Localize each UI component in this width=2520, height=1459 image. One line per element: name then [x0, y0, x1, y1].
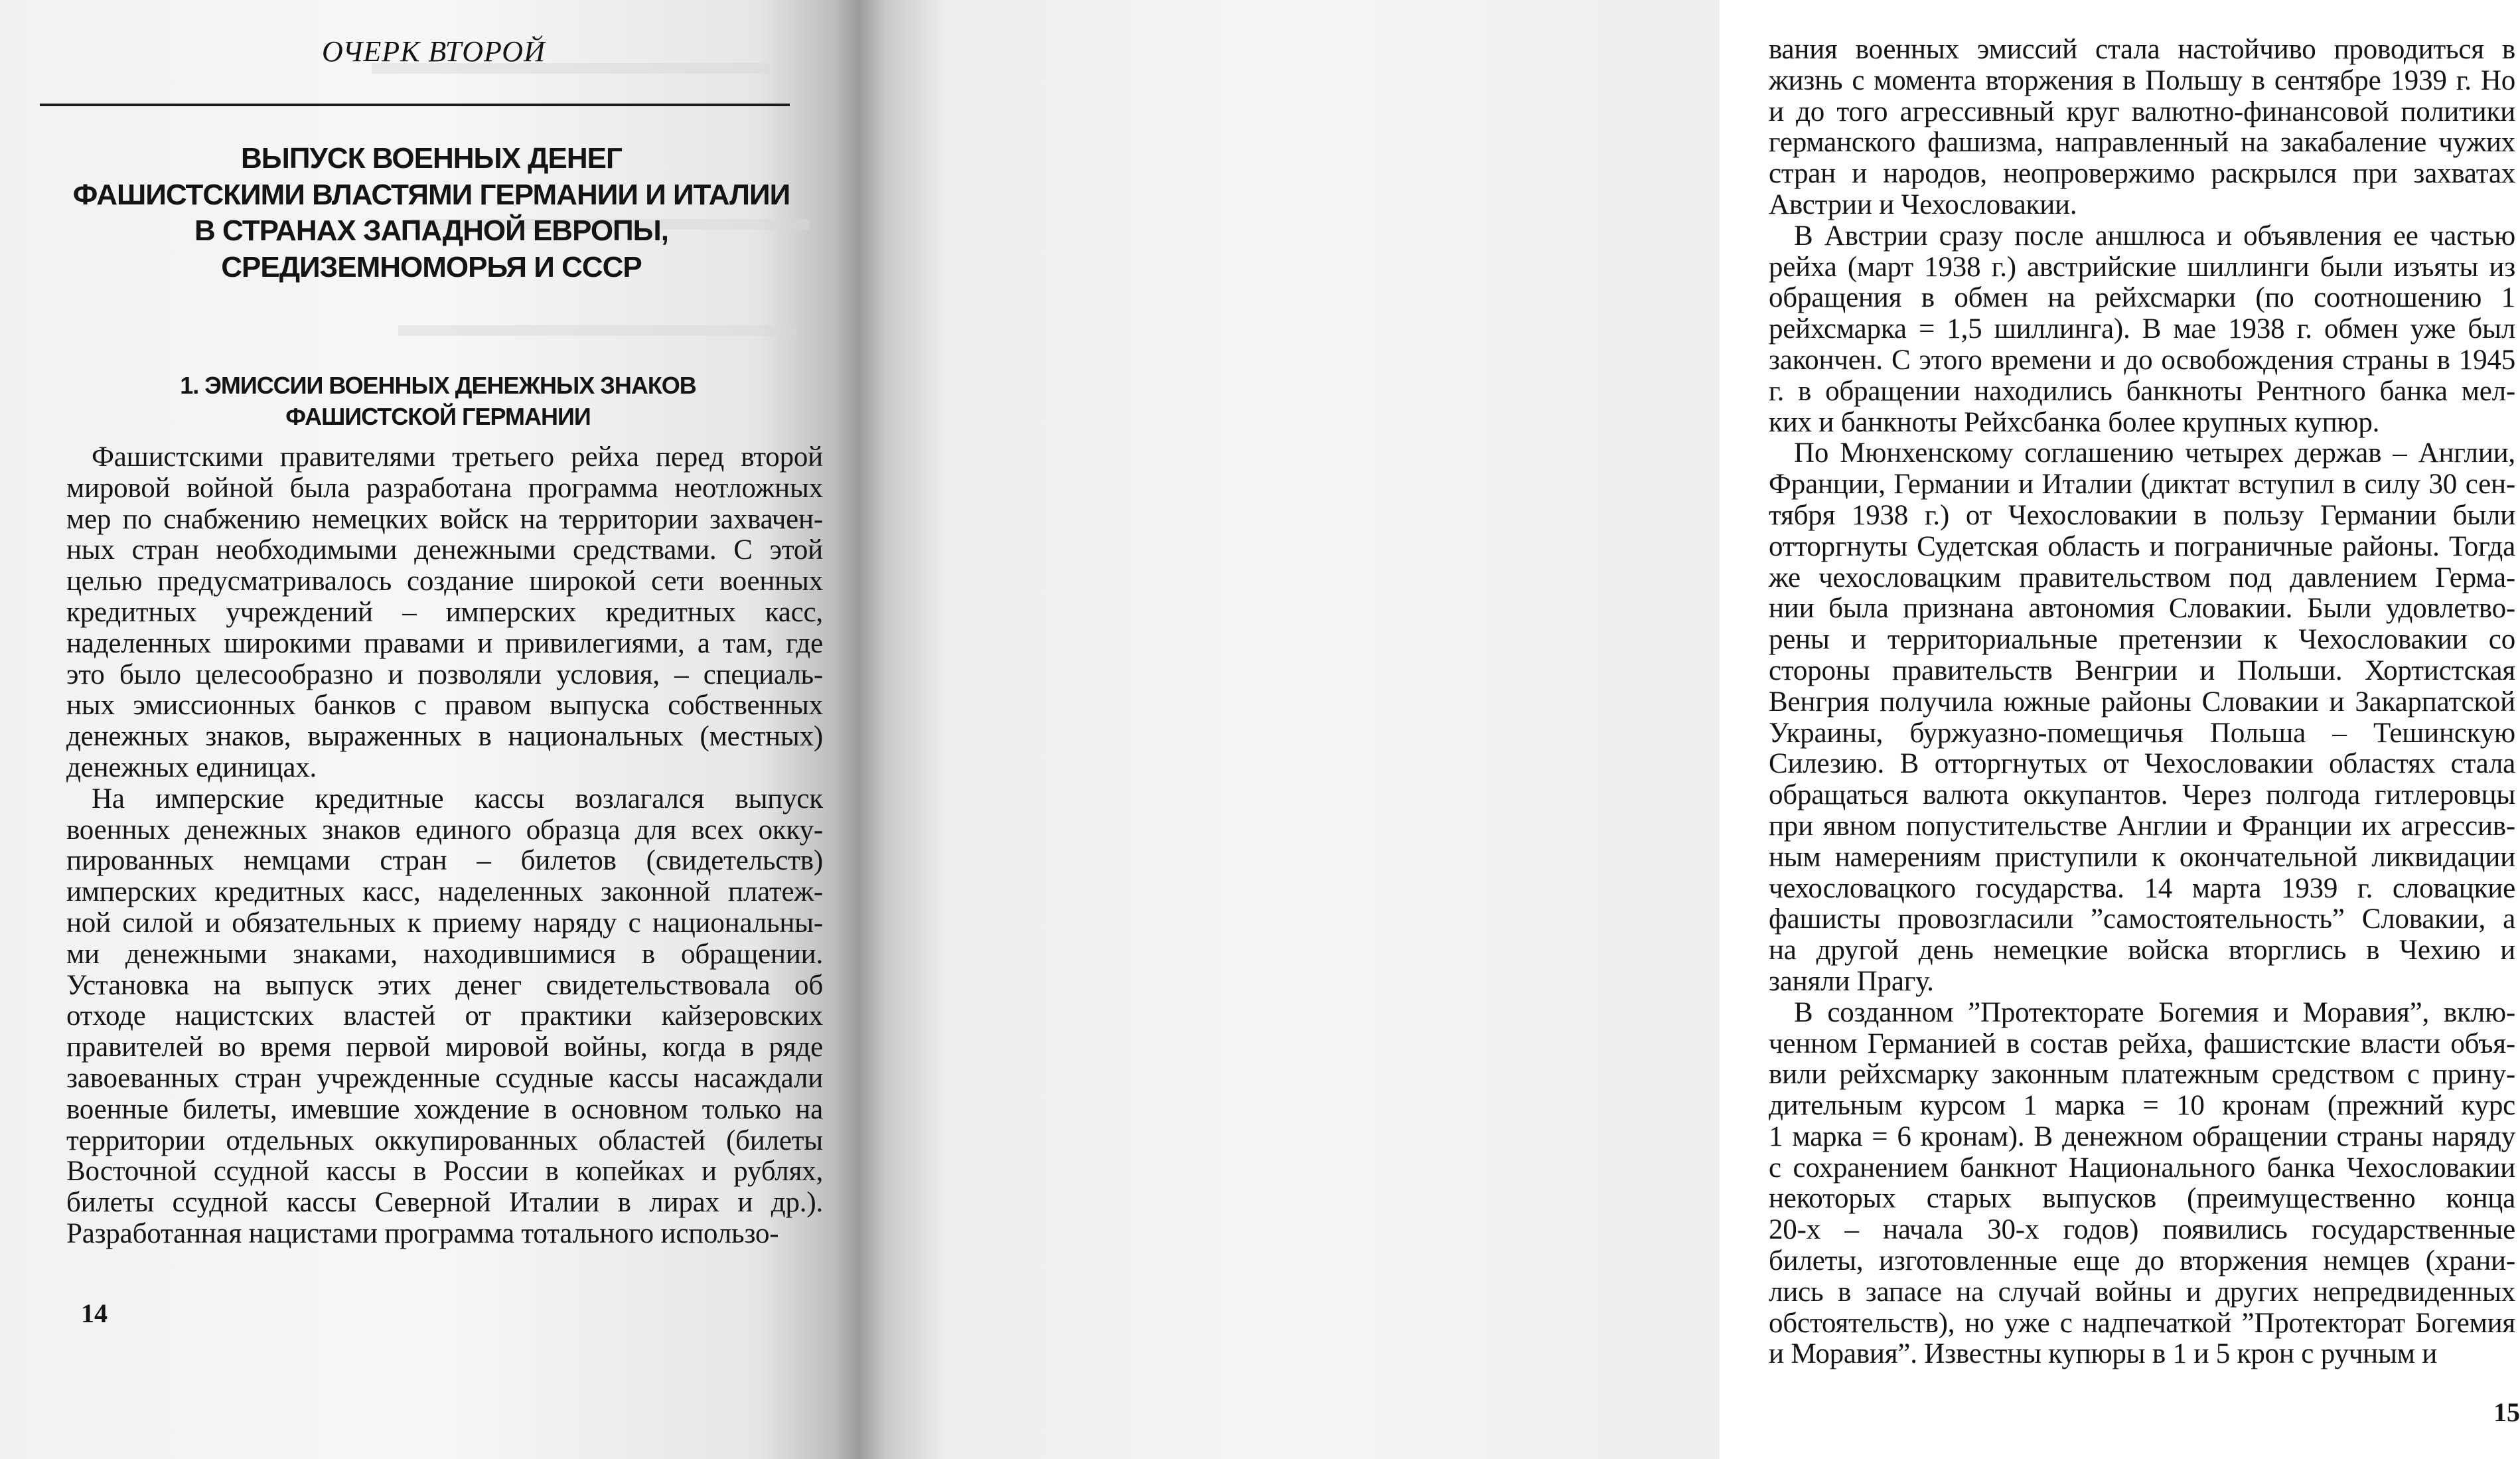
chapter-title-line: ФАШИСТСКИМИ ВЛАСТЯМИ ГЕРМАНИИ И ИТАЛИИ	[72, 178, 790, 211]
chapter-title	[66, 141, 796, 285]
text-line: На имперские кредитные кассы возлагался выпуск	[92, 783, 823, 814]
text-line: В созданном ”Протекторате Богемия и Моравия”, вклю-	[1794, 996, 2515, 1028]
text-line: г. в обращении находились банкноты Рентного банка мел-	[1769, 375, 2515, 407]
text-line: лись в запасе на случай войны и других непредвиденных	[1769, 1276, 2515, 1308]
text-line: обращения в обмен на рейхсмарки (по соотношению 1	[1769, 282, 2515, 314]
text-line: закончен. С этого времени и до освобождения страны в 1945	[1769, 344, 2515, 376]
text-line: с сохранением банкнот Национального банка Чехословакии	[1769, 1152, 2515, 1184]
text-line: По Мюнхенскому соглашению четырех держав – Англии,	[1794, 437, 2515, 469]
text-line: рейхсмарка = 1,5 шиллинга). В мае 1938 г. обмен уже был	[1769, 313, 2515, 345]
text-line: ным намерениям приступили к окончательной ликвидации	[1769, 841, 2515, 873]
text-line: вания военных эмиссий стала настойчиво проводиться в	[1769, 34, 2515, 65]
text-line: билеты, изготовленные еще до вторжения немцев (храни-	[1769, 1245, 2515, 1277]
text-line: же чехословацким правительством под давлением Герма-	[1769, 562, 2515, 593]
text-line: вили рейхсмарку законным платежным средством с прину-	[1769, 1059, 2515, 1091]
section-title-line: 1. ЭМИССИИ ВОЕННЫХ ДЕНЕЖНЫХ ЗНАКОВ	[180, 372, 696, 399]
show-through	[398, 325, 796, 336]
text-line: чехословацкого государства. 14 марта 1939 г. словацкие	[1769, 872, 2515, 904]
text-line: Восточной ссудной кассы в России в копейках и рублях,	[66, 1156, 823, 1188]
text-line: рены и территориальные претензии к Чехословакии со	[1769, 624, 2515, 656]
left-body-text	[66, 442, 823, 1250]
text-line: мер по снабжению немецких войск на территории захвачен-	[66, 503, 823, 535]
text-line: заняли Прагу.	[1769, 965, 1934, 997]
chapter-title-line: СРЕДИЗЕМНОМОРЬЯ И СССР	[221, 250, 642, 283]
text-line: территории отдельных оккупированных областей (билеты	[66, 1124, 823, 1156]
text-line: Австрии и Чехословакии.	[1769, 189, 2077, 220]
section-title-line: ФАШИСТСКОЙ ГЕРМАНИИ	[285, 402, 591, 430]
text-line: завоеванных стран учрежденные ссудные кассы насаждали	[66, 1062, 823, 1094]
text-line: тября 1938 г.) от Чехословакии в пользу Германии были	[1769, 499, 2515, 531]
text-line: ких и банкноты Рейхсбанка более крупных купюр.	[1769, 406, 2380, 438]
text-line: обстоятельств), но уже с надпечаткой ”Протекторат Богемия	[1769, 1307, 2515, 1339]
text-line: Установка на выпуск этих денег свидетельствовала об	[66, 969, 823, 1001]
text-line: отходе нацистских властей от практики кайзеровских	[66, 1000, 823, 1032]
text-line: на другой день немецкие войска вторглись в Чехию и	[1769, 935, 2515, 966]
page-number: 15	[2493, 1397, 2520, 1427]
text-line: отторгнуты Судетская область и пограничные районы. Тогда	[1769, 530, 2515, 562]
text-line: билеты ссудной кассы Северной Италии в лирах и др.).	[66, 1187, 823, 1219]
section-title	[106, 370, 770, 433]
text-line: военных денежных знаков единого образца для всех окку-	[66, 814, 823, 846]
text-line: Разработанная нацистами программа тотального использо-	[66, 1217, 779, 1249]
text-line: Украины, буржуазно-помещичья Польша – Тешинскую	[1769, 717, 2515, 749]
text-line: некоторых старых выпусков (преимущественно конца	[1769, 1183, 2515, 1215]
text-line: военные билеты, имевшие хождение в основном только на	[66, 1093, 823, 1125]
text-line: это было целесообразно и позволяли условия, – специаль-	[66, 658, 823, 690]
text-line: Фашистскими правителями третьего рейха перед второй	[92, 441, 823, 473]
text-line: и до того агрессивный круг валютно-финансовой политики	[1769, 96, 2515, 127]
text-line: рейха (март 1938 г.) австрийские шиллинги были изъяты из	[1769, 251, 2515, 283]
left-page	[0, 0, 859, 1459]
page-number: 14	[81, 1298, 108, 1328]
text-line: нии была признана автономия Словакии. Были удовлетво-	[1769, 593, 2515, 625]
text-line: наделенных широкими правами и привилегиями, а там, где	[66, 627, 823, 659]
text-line: при явном попустительстве Англии и Франции их агрессив-	[1769, 810, 2515, 842]
text-line: имперских кредитных касс, наделенных законной платеж-	[66, 876, 823, 908]
text-line: Франции, Германии и Италии (диктат вступил в силу 30 сен-	[1769, 469, 2515, 500]
text-line: обращаться валюта оккупантов. Через полгода гитлеровцы	[1769, 779, 2515, 811]
right-body-text	[1769, 35, 2515, 1370]
text-line: пированных немцами стран – билетов (свидетельств)	[66, 845, 823, 877]
text-line: Венгрия получила южные районы Словакии и Закарпатской	[1769, 686, 2515, 718]
text-line: стороны правительств Венгрии и Польши. Хортистская	[1769, 654, 2515, 686]
text-line: ных эмиссионных банков с правом выпуска собственных	[66, 690, 823, 722]
text-line: фашисты провозгласили ”самостоятельность” Словакии, а	[1769, 903, 2515, 935]
text-line: ми денежными знаками, находившимися в обращении.	[66, 938, 823, 970]
text-line: германского фашизма, направленный на закабаление чужих	[1769, 127, 2515, 159]
text-line: ченном Германией в состав рейха, фашистские власти объя-	[1769, 1028, 2515, 1059]
header-rule	[40, 104, 790, 106]
text-line: дительным курсом 1 марка = 10 кронам (прежний курс	[1769, 1090, 2515, 1122]
chapter-title-line: ВЫПУСК ВОЕННЫХ ДЕНЕГ	[241, 142, 622, 175]
text-line: 1 марка = 6 кронам). В денежном обращении страны наряду	[1769, 1120, 2515, 1152]
text-line: Силезию. В отторгнутых от Чехословакии областях стала	[1769, 748, 2515, 780]
text-line: 20-х – начала 30-х годов) появились государственные	[1769, 1214, 2515, 1246]
text-line: и Моравия”. Известны купюры в 1 и 5 крон с ручным и	[1769, 1338, 2438, 1370]
text-line: правителей во время первой мировой войны, когда в ряде	[66, 1032, 823, 1063]
text-line: В Австрии сразу после аншлюса и объявления ее частью	[1794, 220, 2515, 252]
text-line: ных стран необходимыми денежными средствами. С этой	[66, 534, 823, 566]
text-line: денежных единицах.	[66, 751, 317, 783]
right-page	[859, 0, 2520, 1459]
text-line: жизнь с момента вторжения в Польшу в сентябре 1939 г. Но	[1769, 64, 2515, 96]
text-line: стран и народов, неопровержимо раскрылся при захватах	[1769, 158, 2515, 190]
chapter-title-line: В СТРАНАХ ЗАПАДНОЙ ЕВРОПЫ,	[194, 214, 668, 248]
running-head: ОЧЕРК ВТОРОЙ	[322, 35, 546, 68]
text-line: ной силой и обязательных к приему наряду с национальны-	[66, 907, 823, 939]
text-line: денежных знаков, выраженных в национальных (местных)	[66, 721, 823, 753]
text-line: мировой войной была разработана программа неотложных	[66, 472, 823, 504]
text-line: кредитных учреждений – имперских кредитных касс,	[66, 596, 823, 628]
text-line: целью предусматривалось создание широкой сети военных	[66, 566, 823, 597]
